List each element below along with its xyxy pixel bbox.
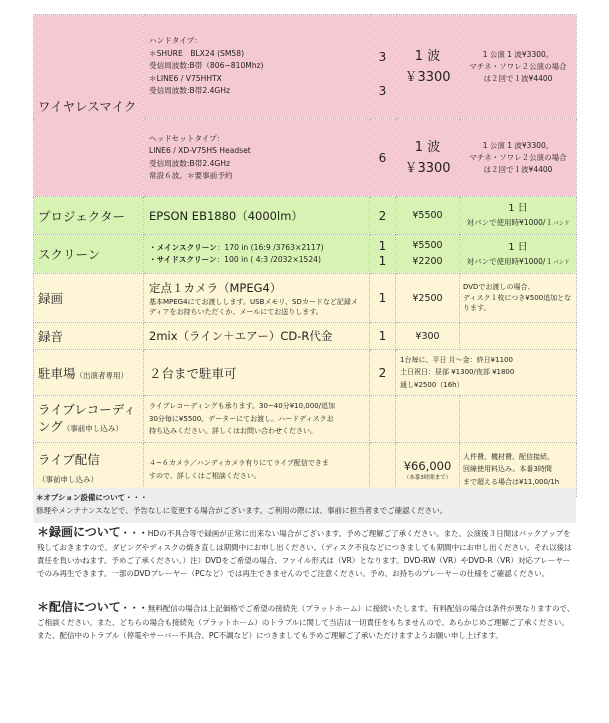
projector-note — [460, 197, 577, 235]
parking-qty: 2 — [370, 350, 396, 396]
live-stream-label: ライブ配信 — [38, 451, 100, 467]
hand-qty — [370, 15, 396, 119]
equipment-table — [33, 14, 577, 497]
hand-note-line: は２回で１波¥4400 — [483, 73, 553, 83]
hand-line: ＊LINE6 / V75HHTX — [149, 73, 222, 83]
screen-note-sub: 対バンで使用時¥1000/１ — [466, 256, 553, 266]
live-rec-line: 持ち込みください。詳しくはお問い合わせください。 — [149, 427, 317, 436]
live-rec-name1: ライブレコーディ — [38, 402, 136, 417]
recording-qty: 1 — [370, 274, 396, 323]
hand-note-line: マチネ・ソワレ２公演の場合 — [469, 61, 567, 71]
recording-notice-body: HDの不具合等で録画が正常に出来ない場合がございます。予めご理解ご了承ください。また、公演後３日間はバックアップを残しておきますので、ダビングやディスクの焼き直しは期間中にお申し出ください。（ディスク不良などにつきましても期間中にお申し出ください。それ以後は責任を負いかねます。予めご了承ください。）注）DVDをご希望の場合、ファイル形式は（VR）となります。DVD-RW（VR）やDVD-R（VR）対応プレーヤーでのみ再生できます。一部のDVDプレーヤー（PCなど）では再生できませんのでご注意ください。予め、お持ちのプレーヤーの仕様をご確認ください。 — [37, 529, 572, 578]
hand-note-line: 1 公演 1 波¥3300。 — [482, 49, 554, 59]
live-rec-line: 30分毎に¥5500。データーにてお渡し。ハードディスクお — [149, 414, 334, 423]
live-stream-price-main: ¥66,000 — [403, 458, 452, 473]
parking-note — [396, 350, 577, 396]
projector-qty: 2 — [370, 197, 396, 235]
recording-note-line: DVDでお渡しの場合、 — [463, 283, 535, 292]
parking-line: 1台毎に、平日 月〜金：終日¥1100 — [400, 355, 513, 364]
headset-line: ヘッドセットタイプ： — [149, 133, 225, 143]
projector-desc: EPSON EB1880（4000lm） — [144, 197, 370, 235]
screen-desc — [144, 235, 370, 274]
recording-notice-dots: ・・・ — [120, 529, 148, 539]
parking-desc: ２台まで駐車可 — [144, 350, 370, 396]
headset-price — [396, 119, 460, 197]
headset-note-line: マチネ・ソワレ２公演の場合 — [469, 152, 567, 162]
parking-line: 土日祝日：昼部 ¥1300/夜部 ¥1800 — [400, 368, 515, 377]
screen-price-2: ¥2200 — [412, 256, 443, 267]
stream-notice-body: 無料配信の場合は上記価格でご希望の接続先（プラットホーム）に接続いたします。有料配信の場合は条件が異なりますので、ご相談ください。また、どちらの場合も接続先（プラットホーム）のトラブルに関して当店は一切責任をもちませんので、あらかじめご理解ご了承ください。また、配信中のトラブル（停電やサーバー不具合、PC不調など）につきましても予めご理解ご了承いただけますようお願い申し上げます。 — [37, 604, 575, 640]
recording-line: 基本MPEG4にてお渡しします。USBメモリ、SDカードなど記録メ — [149, 297, 358, 306]
options-box — [33, 488, 576, 523]
audio-price: ¥300 — [396, 323, 460, 350]
stream-notice-heading: ＊配信について — [37, 600, 121, 614]
recording-price: ¥2500 — [396, 274, 460, 323]
wireless-mic-name — [34, 15, 144, 197]
stream-notice — [37, 601, 575, 642]
parking-name — [34, 350, 144, 396]
projector-name: プロジェクター — [34, 197, 144, 235]
live-stream-line: すので、詳しくはご相談ください。 — [149, 471, 261, 480]
screen-note — [460, 235, 577, 274]
recording-row — [34, 274, 577, 323]
live-stream-note-line: 回線使用料込み。本番3時間 — [463, 465, 552, 474]
live-rec-price — [396, 396, 460, 443]
recording-line: ディアをお持ちいただくか、メールにてお送りします。 — [149, 308, 323, 316]
screen-name: スクリーン — [34, 235, 144, 274]
screen-note-small: バンド — [552, 259, 570, 266]
live-stream-price-small: （本番3時間まで） — [403, 474, 452, 481]
hand-line: 受信周波数:B帯2.4GHz — [149, 86, 230, 96]
stream-notice-dots: ・・・ — [120, 604, 148, 614]
hand-line: ハンドタイプ： — [149, 36, 202, 46]
hand-line: 受信周波数:B帯（806~810Mhz) — [149, 61, 264, 71]
parking-label: 駐車場 — [38, 365, 76, 381]
screen-row — [34, 235, 577, 274]
recording-note — [460, 274, 577, 323]
live-stream-small: （事前申し込み） — [38, 474, 98, 484]
parking-small: （出演者専用） — [75, 370, 129, 380]
hand-price-line1: 1 波 — [414, 48, 441, 64]
hand-price-line2: ￥3300 — [404, 69, 451, 85]
headset-note — [460, 119, 577, 197]
headset-desc — [144, 119, 370, 197]
recording-desc — [144, 274, 370, 323]
live-rec-name2: ング — [38, 419, 63, 434]
live-rec-qty — [370, 396, 396, 443]
headset-price-line1: 1 波 — [414, 139, 441, 155]
headset-line: 受信周波数:B帯2.4GHz — [149, 158, 230, 168]
projector-note-sub: 対バンで使用時¥1000/１ — [466, 218, 553, 227]
screen-qty — [370, 235, 396, 274]
wireless-mic-label: ワイヤレスマイク — [38, 98, 137, 114]
live-rec-row — [34, 396, 577, 443]
screen-price — [396, 235, 460, 274]
screen-price-1: ¥5500 — [412, 240, 443, 251]
live-stream-note-line: まで超える場合は¥11,000/1h — [463, 477, 560, 486]
headset-note-line: 1 公演 1 波¥3300。 — [482, 140, 554, 150]
screen-note-main: 1 日 — [508, 241, 528, 253]
audio-name: 録音 — [34, 323, 144, 350]
headset-qty: 6 — [370, 119, 396, 197]
live-rec-name — [34, 396, 144, 443]
recording-notice — [37, 526, 575, 580]
live-stream-line: ４~６カメラ／ハンディカメラ有りにてライブ配信できま — [149, 459, 329, 467]
projector-note-main: 1 日 — [508, 203, 528, 214]
options-body: 修理やメンテナンスなどで、予告なしに変更する場合がございます。ご利用の際には、事前に担当者までご確認ください。 — [36, 506, 448, 515]
hand-price — [396, 15, 460, 119]
audio-qty: 1 — [370, 323, 396, 350]
audio-desc: 2mix（ライン＋エアー）CD-R代金 — [144, 323, 370, 350]
screen-qty-1: 1 — [378, 239, 387, 253]
headset-line: 常設６波。＊要事前予約 — [149, 171, 233, 180]
hand-type-desc — [144, 15, 370, 119]
live-rec-small: （事前申し込み） — [62, 424, 123, 433]
side-screen-value: ：100 in ( 4:3 /2032×1524) — [216, 255, 321, 264]
parking-line: 通し¥2500（16h） — [400, 380, 464, 389]
projector-note-small: バンド — [552, 221, 570, 227]
live-rec-note — [460, 396, 577, 443]
main-screen-label: ・メインスクリーン — [149, 242, 217, 252]
parking-row — [34, 350, 577, 396]
options-heading: ＊オプション設備について・・・ — [36, 493, 148, 502]
recording-name: 録画 — [34, 274, 144, 323]
hand-note — [460, 15, 577, 119]
live-rec-desc — [144, 396, 370, 443]
projector-row — [34, 197, 577, 235]
recording-note-line: ります。 — [463, 304, 491, 313]
recording-title: 定点１カメラ（MPEG4） — [149, 280, 282, 295]
headset-note-line: は２回で１波¥4400 — [483, 164, 553, 174]
headset-line: LINE6 / XD-V75HS Headset — [149, 146, 251, 155]
hand-line: ＊SHURE BLX24 (SM58) — [149, 48, 245, 58]
audio-row — [34, 323, 577, 350]
live-rec-line: ライブレコーディングも承ります。30~40分¥10,000/追加 — [149, 402, 336, 411]
hand-qty-1: 3 — [378, 49, 387, 64]
side-screen-label: ・サイドスクリーン — [149, 255, 217, 264]
live-stream-note-line: 人件費、機材費、配信接続、 — [463, 452, 554, 461]
main-screen-value: ：170 in (16:9 /3763×2117) — [216, 242, 324, 252]
projector-price: ¥5500 — [396, 197, 460, 235]
recording-notice-heading: ＊録画について — [37, 525, 121, 539]
hand-qty-2: 3 — [378, 83, 387, 98]
headset-price-line2: ￥3300 — [404, 160, 451, 176]
recording-note-line: ディスク１枚につき¥500追加とな — [463, 293, 572, 302]
audio-note — [460, 323, 577, 350]
screen-qty-2: 1 — [378, 254, 387, 268]
wireless-hand-row — [34, 15, 577, 119]
